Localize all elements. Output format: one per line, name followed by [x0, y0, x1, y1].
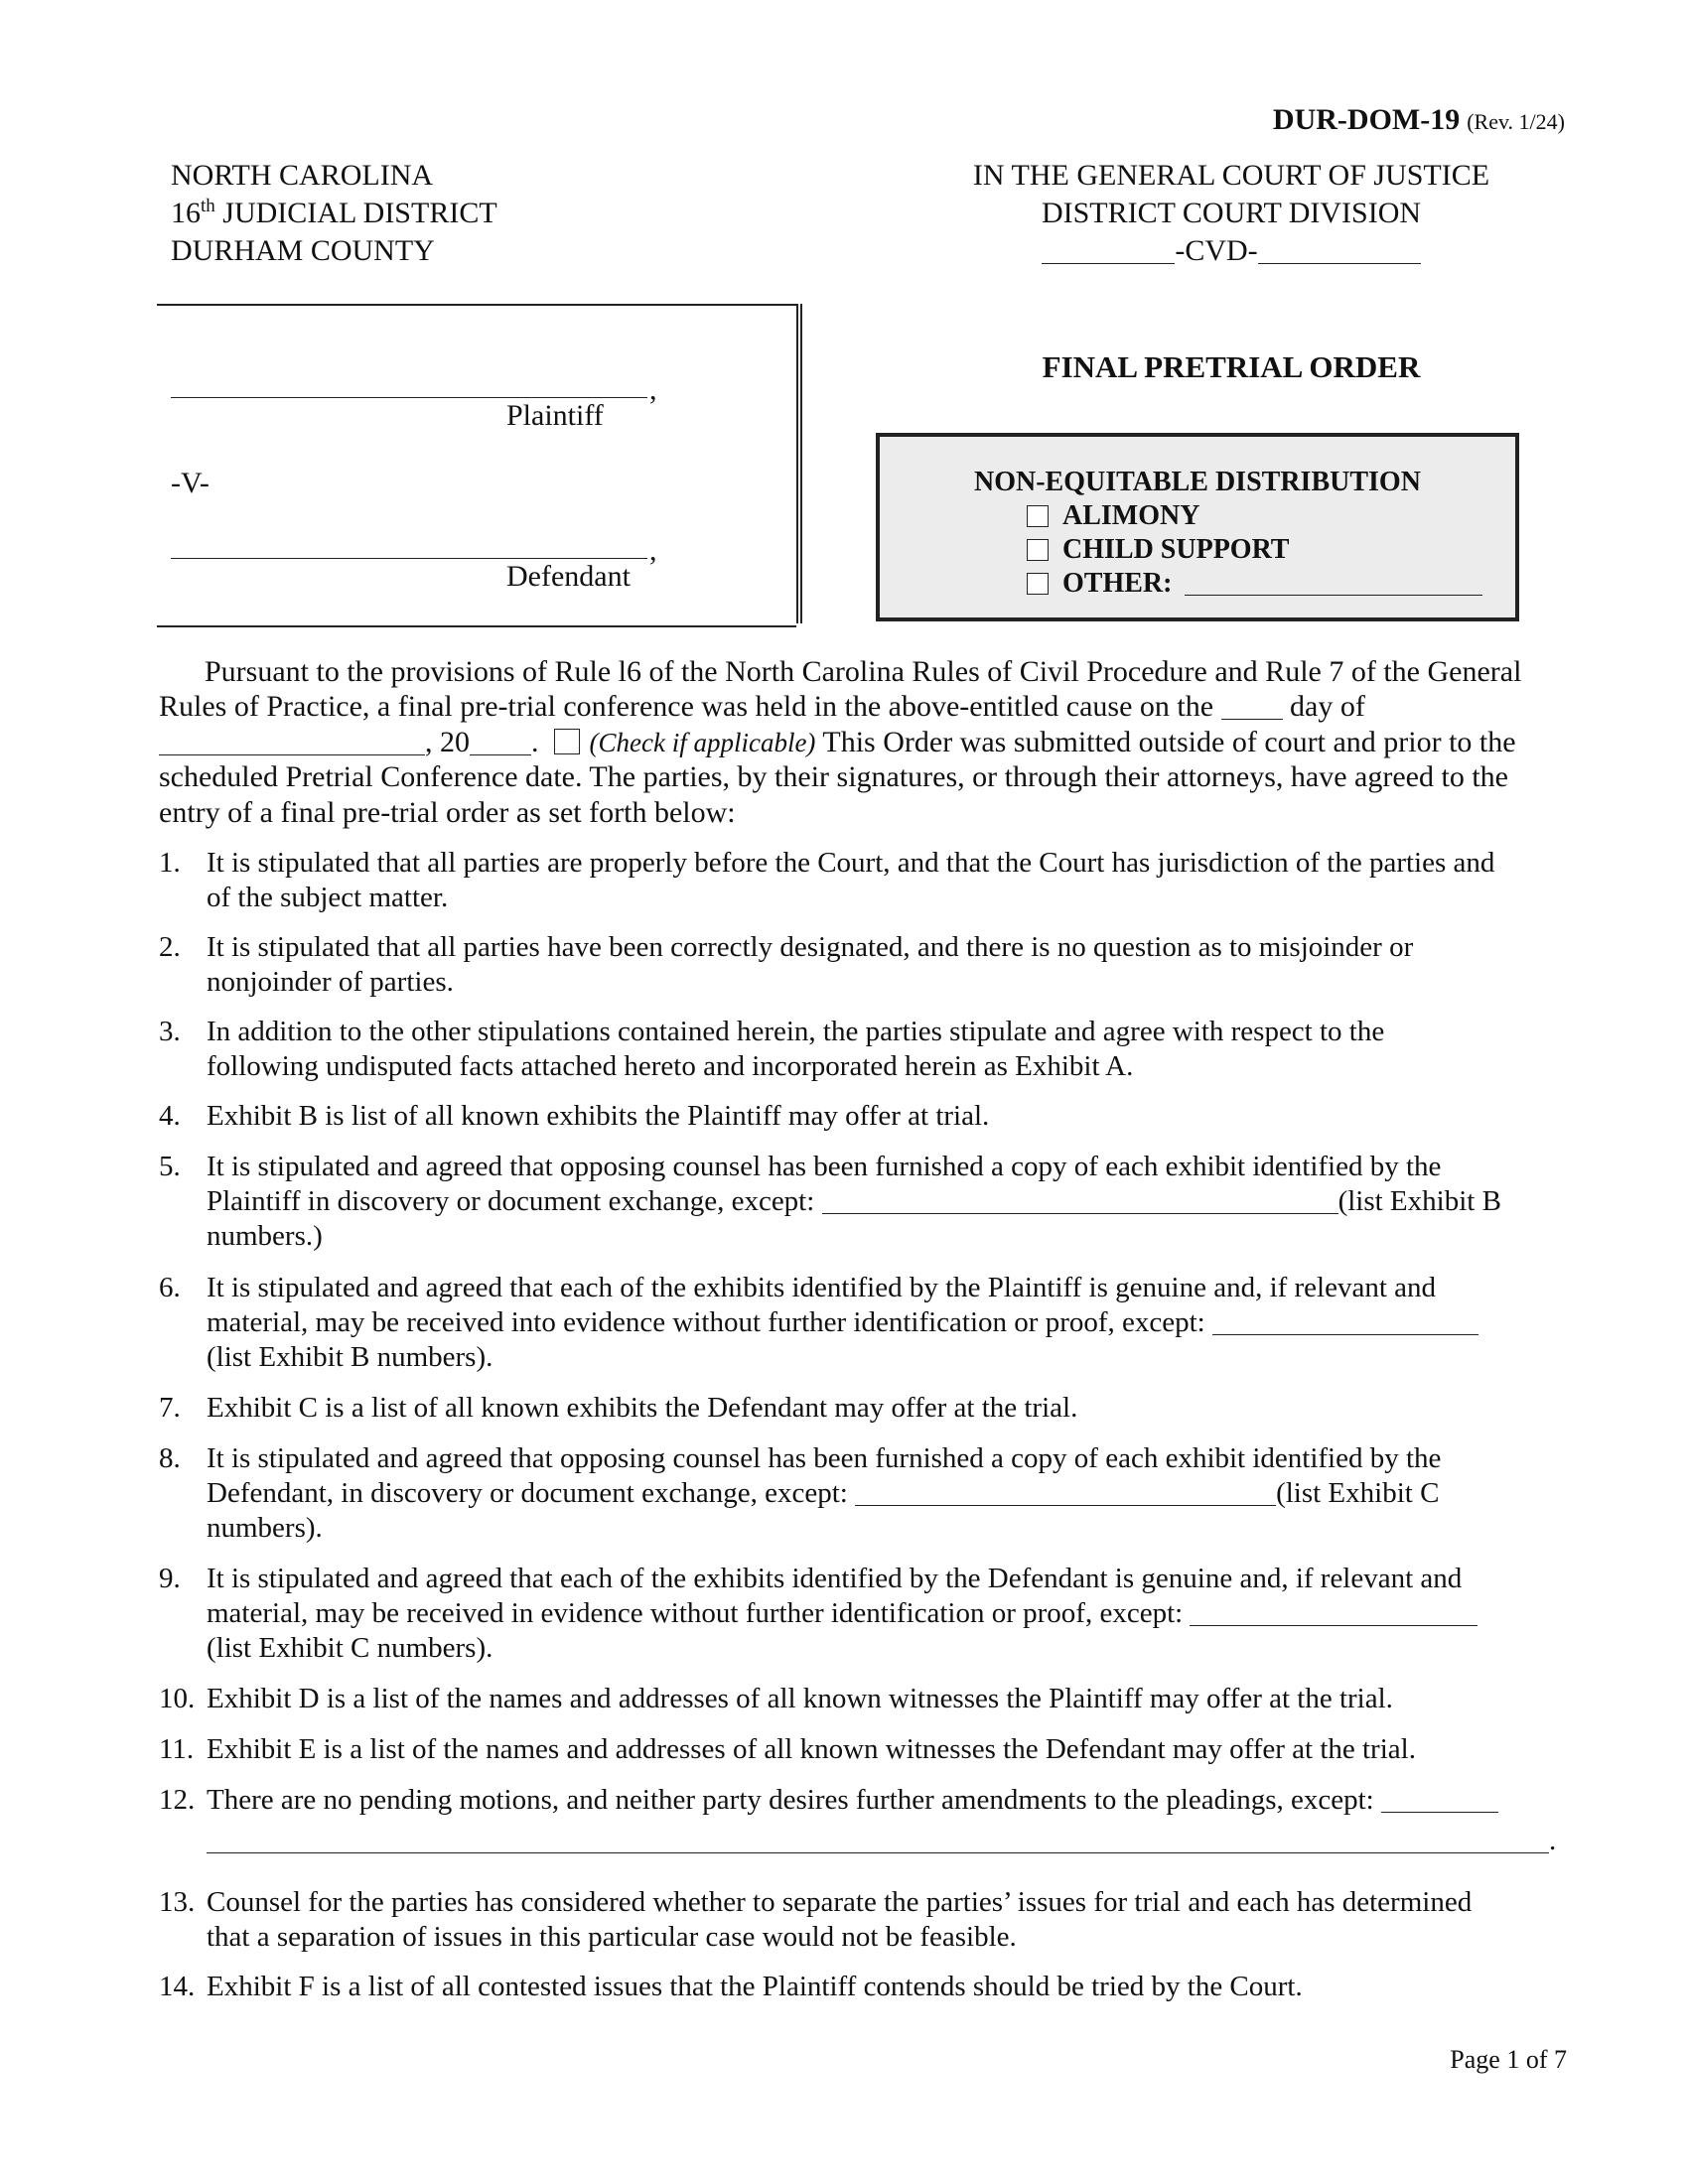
judicial-district: 16th JUDICIAL DISTRICT: [171, 196, 497, 229]
day-field[interactable]: [1221, 693, 1283, 720]
form-code: DUR-DOM-19: [1272, 103, 1461, 136]
option-other[interactable]: OTHER:: [1027, 568, 1482, 600]
intro-line-1: Pursuant to the provisions of Rule l6 of the North Carolina Rules of Civil Procedure and Rule 7 of the General: [205, 655, 1522, 688]
list-item: 7. Exhibit C is a list of all known exhibits the Defendant may offer at the trial.: [159, 1392, 1078, 1424]
plaintiff-label: Plaintiff: [506, 399, 604, 432]
list-item: 3. In addition to the other stipulations contained herein, the parties stipulate and agree with respect to the following undisputed facts attached hereto and incorporated herein as Exhibit A.: [159, 1016, 1385, 1082]
submitted-outside-court-checkbox[interactable]: [554, 729, 580, 754]
plaintiff-genuine-exceptions-field[interactable]: [1212, 1308, 1478, 1335]
list-item: 12. There are no pending motions, and neither party desires further amendments to the pleadings, except: .: [159, 1784, 1557, 1856]
list-item: 11. Exhibit E is a list of the names and addresses of all known witnesses the Defendant may offer at the trial.: [159, 1733, 1416, 1765]
defendant-label: Defendant: [506, 560, 631, 593]
caption-box: [157, 304, 796, 627]
list-item: 10. Exhibit D is a list of the names and addresses of all known witnesses the Plaintiff may offer at the trial.: [159, 1683, 1393, 1714]
division-label: DISTRICT COURT DIVISION: [1041, 197, 1422, 229]
month-field[interactable]: [159, 729, 425, 755]
plaintiff-exhibit-exceptions-field[interactable]: [822, 1187, 1338, 1214]
check-if-applicable-note: (Check if applicable): [589, 728, 816, 757]
order-title: FINAL PRETRIAL ORDER: [1042, 349, 1421, 384]
defendant-comma: ,: [649, 534, 657, 567]
intro-line-2: Rules of Practice, a final pre-trial conference was held in the above-entitled cause on the day of: [159, 690, 1365, 723]
list-item: 4. Exhibit B is list of all known exhibits the Plaintiff may offer at trial.: [159, 1100, 990, 1132]
other-text-line[interactable]: [1185, 569, 1482, 596]
intro-line-5: entry of a final pre-trial order as set forth below:: [159, 796, 736, 829]
caption-divider: [796, 304, 802, 623]
list-item: 13. Counsel for the parties has considered whether to separate the parties’ issues for trial and each has determined that a separation of issues in this particular case would not be feasible.: [159, 1886, 1473, 1953]
case-type-heading: NON-EQUITABLE DISTRIBUTION: [974, 467, 1421, 497]
list-item: 14. Exhibit F is a list of all contested issues that the Plaintiff contends should be tried by the Court.: [159, 1971, 1303, 2002]
case-type-box: [876, 433, 1519, 621]
other-checkbox[interactable]: [1027, 573, 1049, 595]
pleading-amendments-line-2[interactable]: [207, 1827, 1549, 1853]
form-revision: (Rev. 1/24): [1467, 109, 1565, 134]
list-item: 9. It is stipulated and agreed that each of the exhibits identified by the Defendant is genuine and, if relevant and material, may be received in evidence without further identification or proof, except: (list Exhibit C numbers).: [159, 1562, 1569, 1669]
defendant-genuine-exceptions-field[interactable]: [1190, 1599, 1477, 1626]
alimony-checkbox[interactable]: [1027, 505, 1049, 527]
intro-line-3: , 20 . (Check if applicable) This Order was submitted outside of court and prior to the: [159, 724, 1516, 761]
option-child-support[interactable]: CHILD SUPPORT: [1027, 534, 1289, 566]
state-name: NORTH CAROLINA: [171, 159, 434, 192]
court-block: [844, 157, 1618, 270]
defendant-exhibit-exceptions-field[interactable]: [855, 1479, 1276, 1506]
versus-label: -V-: [171, 467, 210, 499]
general-court-label: IN THE GENERAL COURT OF JUSTICE: [972, 159, 1490, 192]
child-support-checkbox[interactable]: [1027, 539, 1049, 561]
list-item: 1. It is stipulated that all parties are properly before the Court, and that the Court has jurisdiction of the parties and of the subject matter.: [159, 847, 1495, 913]
list-item: 5. It is stipulated and agreed that opposing counsel has been furnished a copy of each exhibit identified by the Plaintiff in discovery or document exchange, except: (list Exhibit B numbers.): [159, 1151, 1501, 1252]
year-field[interactable]: [470, 729, 531, 755]
county-name: DURHAM COUNTY: [171, 234, 435, 267]
intro-line-4: scheduled Pretrial Conference date. The parties, by their signatures, or through their attorneys, have agreed to the: [159, 760, 1508, 793]
list-item: 6. It is stipulated and agreed that each of the exhibits identified by the Plaintiff is genuine and, if relevant and material, may be received into evidence without further identification or proof, except: (list Exhibit B numbers).: [159, 1271, 1569, 1378]
case-number-field[interactable]: [844, 232, 1618, 270]
plaintiff-comma: ,: [649, 373, 657, 406]
page-number: Page 1 of 7: [1450, 2045, 1567, 2074]
pleading-amendments-field[interactable]: [1381, 1786, 1498, 1813]
jurisdiction-block: [171, 157, 497, 270]
list-item: 2. It is stipulated that all parties have been correctly designated, and there is no question as to misjoinder or nonjoinder of parties.: [159, 931, 1414, 998]
form-identifier: [1273, 103, 1565, 137]
list-item: 8. It is stipulated and agreed that opposing counsel has been furnished a copy of each exhibit identified by the Defendant, in discovery or document exchange, except: (list Exhibit C numbers).: [159, 1442, 1442, 1544]
case-infix: -CVD-: [1175, 234, 1258, 267]
option-alimony[interactable]: ALIMONY: [1027, 500, 1199, 532]
